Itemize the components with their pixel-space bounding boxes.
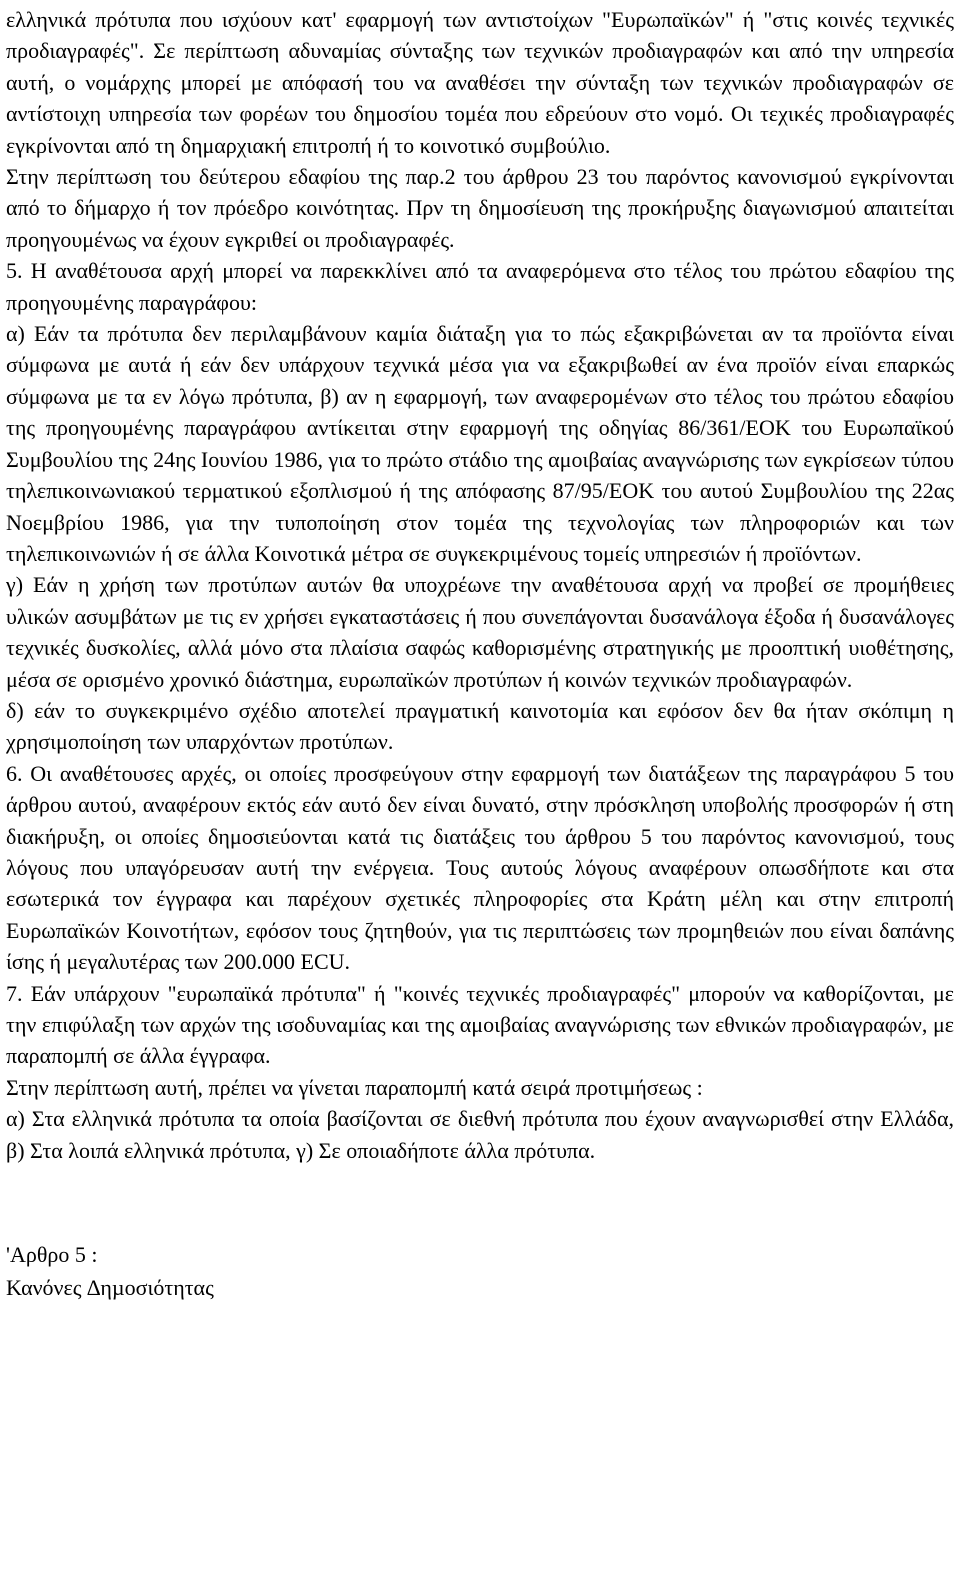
paragraph-6: 6. Οι αναθέτουσες αρχές, οι οποίες προσφεύγουν στην εφαρμογή των διατάξεων της παραγράφου 5 του άρθρου αυτού, αναφέρουν εκτός εάν αυτό δεν είναι δυνατό, στην πρόσκληση υποβολής προσφορών ή στη διακήρυξη, οι οποίες δημοσιεύονται κατά τις διατάξεις του άρθρου 5 του παρόντος κανονισμού, τους λόγους που υπαγόρευσαν αυτή την ενέργεια. Τους αυτούς λόγους αναφέρουν οπωσδήποτε και στα εσωτερικά τον έγγραφα και παρέχουν σχετικές πληροφορίες στα Κράτη μέλη και στην επιτροπή Ευρωπαϊκών Κοινοτήτων, εφόσον τους ζητηθούν, για τις περιπτώσεις των προμηθειών που είναι δαπάνης ίσης ή μεγαλυτέρας των 200.000 ECU. (6, 760, 954, 975)
article-heading-block (6, 1238, 954, 1304)
article-heading: 'Αρθρο 5 : (6, 1242, 98, 1268)
paragraph-5-a: α) Εάν τα πρότυπα δεν περιλαμβάνουν καμία διάταξη για το πώς εξακριβώνεται αν τα προϊόντα είναι σύμφωνα με αυτά ή εάν δεν υπάρχουν τεχνικά μέσα για να εξακριβωθεί αν ένα προϊόν είναι επαρκώς σύμφωνα με τα εν λόγω πρότυπα, β) αν η εφαρμογή, των αναφερομένων στο τέλος του πρώτου εδαφίου της προηγουμένης παραγράφου αντίκειται στην εφαρμογή της οδηγίας 86/361/ΕΟΚ του Ευρωπαϊκού Συμβουλίου της 24ης Ιουνίου 1986, για το πρώτο στάδιο της αμοιβαίας αναγνώρισης των εγκρίσεων τύπου τηλεπικοινωνιακού τερματικού εξοπλισμού ή της απόφασης 87/95/ΕΟΚ του αυτού Συμβουλίου της 22ας Νοεμβρίου 1986, για την τυποποίηση στον τομέα της τεχνολογίας των πληροφοριών και των τηλεπικοινωνιών ή σε άλλα Κοινοτικά μέτρα σε συγκεκριμένους τομείς υπηρεσιών ή προϊόντων. (6, 321, 954, 566)
paragraph-5-d: δ) εάν το συγκεκριμένο σχέδιο αποτελεί πραγματική καινοτομία και εφόσον δεν θα ήταν σκόπιμη η χρησιμοποίηση των υπαρχόντων προτύπων. (6, 697, 954, 755)
paragraph-approval: Στην περίπτωση του δεύτερου εδαφίου της παρ.2 του άρθρου 23 του παρόντος κανονισμού εγκρίνονται από το δήμαρχο ή τον πρόεδρο κοινότητας. Πρν τη δημοσίευση της προκήρυξης διαγωνισμού απαιτείται προηγουμένως να έχουν εγκριθεί οι προδιαγραφές. (6, 164, 954, 252)
article-title: Κανόνες ∆ηµοσιότητας (6, 1275, 214, 1301)
paragraph-5-c: γ) Εάν η χρήση των προτύπων αυτών θα υποχρέωνε την αναθέτουσα αρχή να προβεί σε προμήθειες υλικών ασυμβάτων με τις εν χρήσει εγκαταστάσεις ή που συνεπάγονται δυσανάλογα έξοδα ή δυσανάλογες τεχνικές δυσκολίες, αλλά μόνο στα πλαίσια σαφώς καθορισμένης στρατηγικής με προοπτική υιοθέτησης, μέσα σε ορισμένο χρονικό διάστημα, ευρωπαϊκών προτύπων ή κοινών τεχνικών προδιαγραφών. (6, 572, 954, 692)
paragraph-continuation: ελληνικά πρότυπα που ισχύουν κατ' εφαρμογή των αντιστοίχων "Ευρωπαϊκών" ή "στις κοινές τεχνικές προδιαγραφές". Σε περίπτωση αδυναμίας σύνταξης των τεχνικών προδιαγραφών και από την υπηρεσία αυτή, ο νομάρχης μπορεί με απόφασή του να αναθέσει την σύνταξη των τεχνικών προδιαγραφών σε αντίστοιχη υπηρεσία των φορέων του δημοσίου τομέα που εδρεύουν στο νομό. Οι τεχικές προδιαγραφές εγκρίνονται από τη δημαρχιακή επιτροπή ή το κοινοτικό συμβούλιο. (6, 7, 954, 158)
paragraph-5: 5. Η αναθέτουσα αρχή μπορεί να παρεκκλίνει από τα αναφερόμενα στο τέλος του πρώτου εδαφίου της προηγουμένης παραγράφου: (6, 258, 954, 315)
paragraph-7-list: α) Στα ελληνικά πρότυπα τα οποία βασίζονται σε διεθνή πρότυπα που έχουν αναγνωρισθεί στην Ελλάδα, β) Στα λοιπά ελληνικά πρότυπα, γ) Σε οποιαδήποτε άλλα πρότυπα. (6, 1106, 954, 1163)
paragraph-7: 7. Εάν υπάρχουν "ευρωπαϊκά πρότυπα" ή "κοινές τεχνικές προδιαγραφές" μπορούν να καθορίζονται, με την επιφύλαξη των αρχών της ισοδυναμίας και της αμοιβαίας αναγνώρισης των εθνικών προδιαγραφών, με παραπομπή σε άλλα έγγραφα. (6, 980, 954, 1069)
paragraph-7-preference: Στην περίπτωση αυτή, πρέπει να γίνεται παραπομπή κατά σειρά προτιμήσεως : (6, 1074, 703, 1100)
